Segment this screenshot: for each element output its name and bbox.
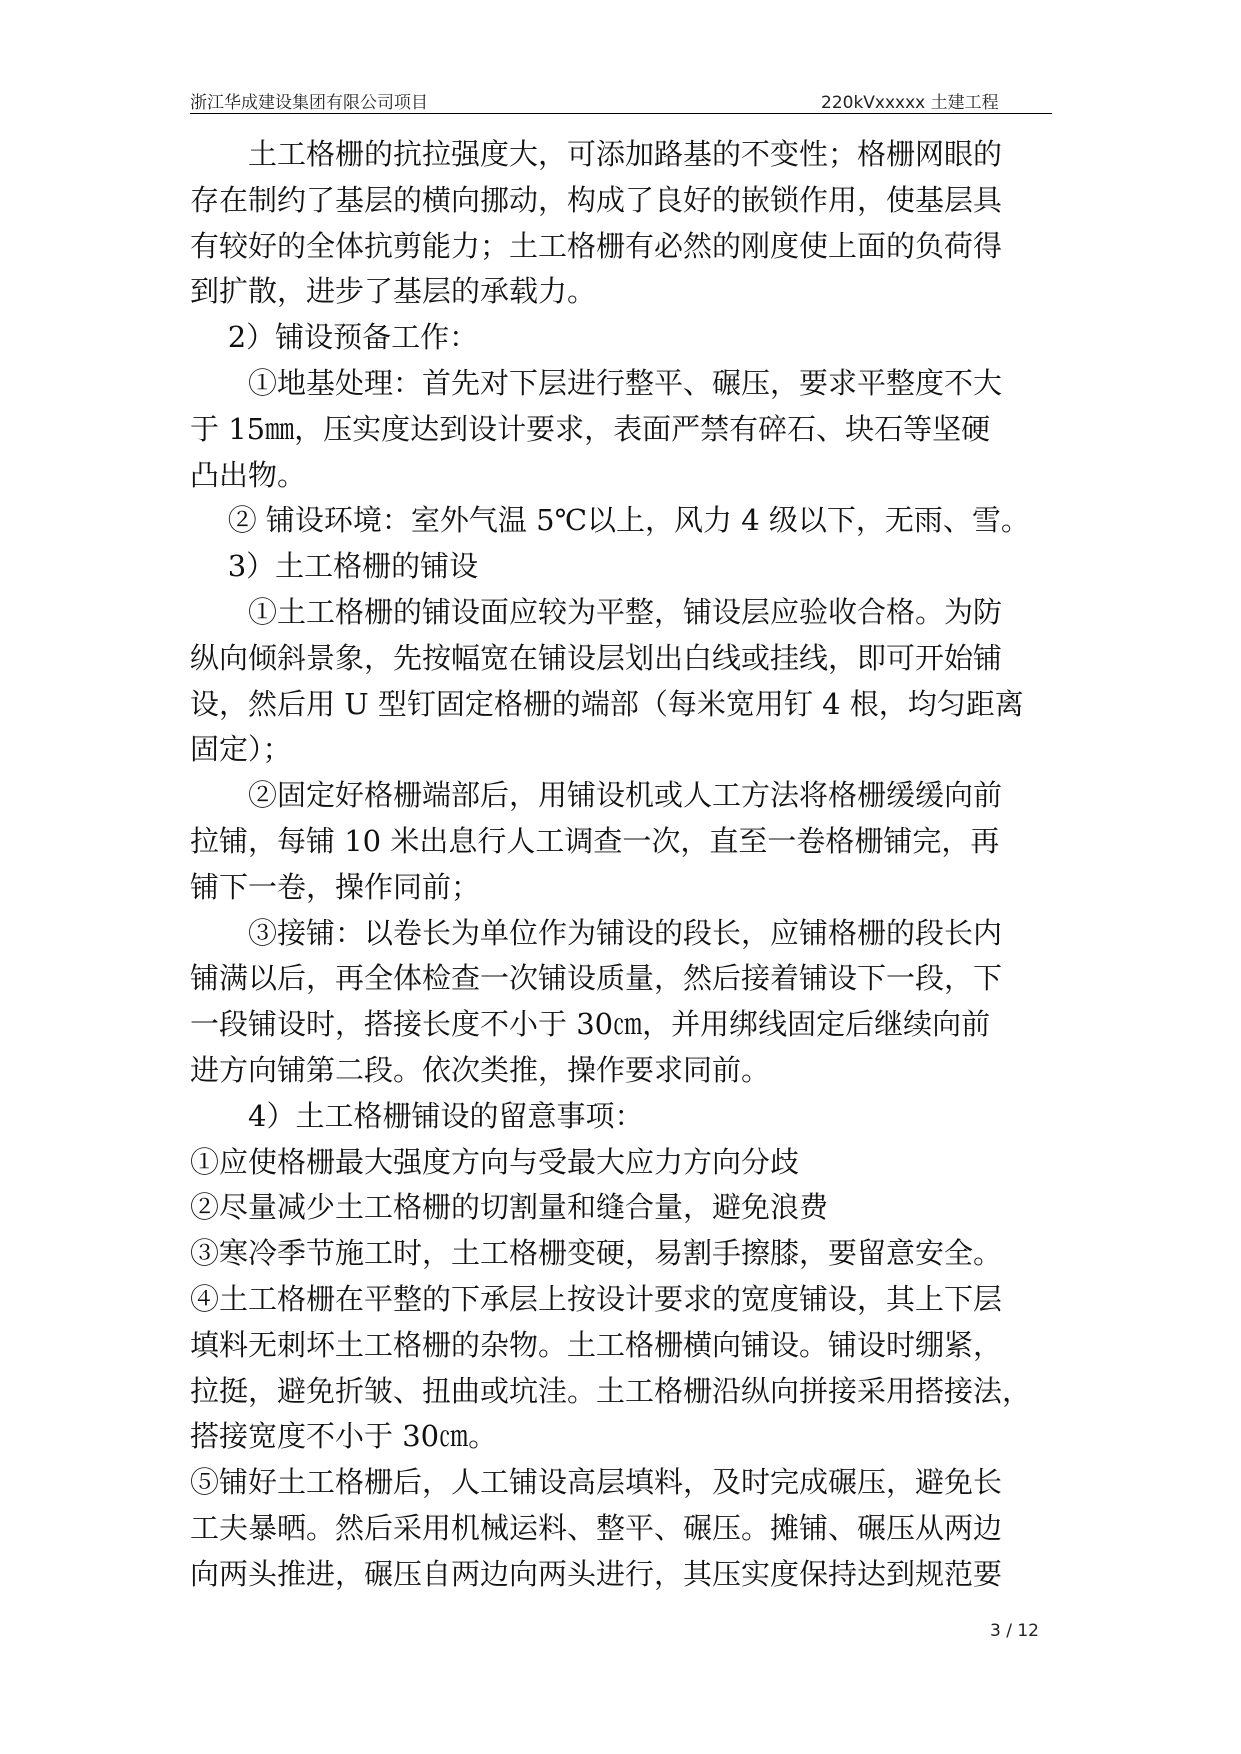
text-line: 固定）； — [190, 732, 292, 767]
text-line: 纵向倾斜景象，先按幅宽在铺设层划出白线或挂线，即可开始铺 — [190, 640, 1003, 675]
text-line: ⑤铺好土工格栅后，人工铺设高层填料，及时完成碾压，避免长 — [190, 1465, 1003, 1500]
text-line: ②尽量减少土工格栅的切割量和缝合量，避免浪费 — [190, 1190, 829, 1225]
text-line: 填料无刺坏土工格栅的杂物。土工格栅横向铺设。铺设时绷紧， — [190, 1327, 1003, 1362]
text-line: 进方向铺第二段。依次类推，操作要求同前。 — [190, 1052, 771, 1087]
text-line: ③接铺：以卷长为单位作为铺设的段长，应铺格栅的段长内 — [248, 915, 1003, 950]
page-header — [190, 88, 1052, 114]
text-line: 存在制约了基层的横向挪动，构成了良好的嵌锁作用，使基层具 — [190, 182, 1003, 217]
text-line: 铺满以后，再全体检查一次铺设质量，然后接着铺设下一段，下 — [190, 961, 1003, 996]
text-line: ② 铺设环境：室外气温 5℃以上，风力 4 级以下，无雨、雪。 — [227, 503, 1030, 538]
text-line: 工夫暴晒。然后采用机械运料、整平、碾压。摊铺、碾压从两边 — [190, 1510, 1003, 1545]
text-line: 拉挺，避免折皱、扭曲或坑洼。土工格栅沿纵向拼接采用搭接法， — [190, 1373, 1032, 1408]
text-line: 有较好的全体抗剪能力；土工格栅有必然的刚度使上面的负荷得 — [190, 228, 1003, 263]
text-line: 一段铺设时，搭接长度不小于 30㎝，并用绑线固定后继续向前 — [190, 1007, 991, 1042]
text-line: 到扩散，进步了基层的承载力。 — [190, 274, 597, 309]
text-line: ④土工格栅在平整的下承层上按设计要求的宽度铺设，其上下层 — [190, 1281, 1003, 1316]
text-line: ②固定好格栅端部后，用铺设机或人工方法将格栅缓缓向前 — [248, 778, 1003, 813]
body-text — [190, 132, 1055, 1598]
text-line: ①土工格栅的铺设面应较为平整，铺设层应验收合格。为防 — [248, 594, 1003, 629]
header-company: 浙江华成建设集团有限公司项目 — [190, 93, 428, 113]
text-line: 于 15㎜，压实度达到设计要求，表面严禁有碎石、块石等坚硬 — [190, 411, 991, 446]
text-line: 拉铺，每铺 10 米出息行人工调查一次，直至一卷格栅铺完，再 — [190, 823, 1000, 858]
header-project: 220kVxxxxx 土建工程 — [821, 93, 999, 113]
text-line: 凸出物。 — [190, 457, 307, 492]
header-divider — [190, 113, 1052, 114]
page-number: 3 / 12 — [990, 1621, 1039, 1641]
text-line: ①应使格栅最大强度方向与受最大应力方向分歧 — [190, 1144, 800, 1179]
text-line: 搭接宽度不小于 30㎝。 — [190, 1419, 498, 1454]
text-line: ③寒冷季节施工时，土工格栅变硬，易割手擦膝，要留意安全。 — [190, 1236, 1003, 1271]
text-line: 4）土工格栅铺设的留意事项： — [248, 1098, 644, 1133]
text-line: 2）铺设预备工作： — [227, 320, 479, 355]
text-line: 铺下一卷，操作同前； — [190, 869, 481, 904]
text-line: ①地基处理：首先对下层进行整平、碾压，要求平整度不大 — [248, 365, 1003, 400]
text-line: 设，然后用 U 型钉固定格栅的端部（每米宽用钉 4 根，均匀距离 — [190, 686, 1024, 721]
text-line: 土工格栅的抗拉强度大，可添加路基的不变性；格栅网眼的 — [248, 137, 1003, 171]
text-line: 向两头推进，碾压自两边向两头进行，其压实度保持达到规范要 — [190, 1556, 1003, 1591]
text-line: 3）土工格栅的铺设 — [227, 549, 479, 584]
